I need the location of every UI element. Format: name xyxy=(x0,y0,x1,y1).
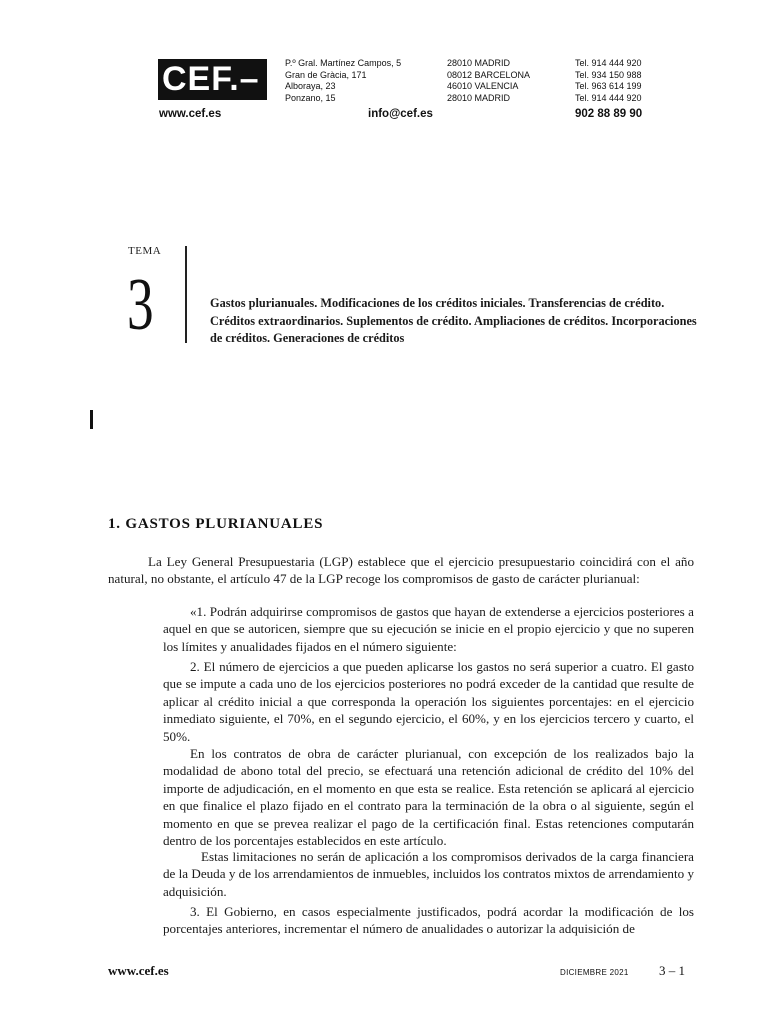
address-streets xyxy=(285,58,401,104)
margin-marker xyxy=(90,410,93,429)
address-city: 08012 BARCELONA xyxy=(447,69,531,80)
header-main-phone: 902 88 89 90 xyxy=(575,108,643,120)
footer-date: DICIEMBRE 2021 xyxy=(560,968,629,977)
address-cities xyxy=(447,58,530,104)
tema-divider xyxy=(185,246,187,343)
address-street: Alboraya, 23 xyxy=(285,81,336,91)
quote-paragraph: «1. Podrán adquirirse compromisos de gastos que hayan de extenderse a ejercicios posteriores a aquel en que se autoricen, siempre que su ejecución se inicie en el propio ejercicio y que no superen los límites y anualidades fijados en el número siguiente: xyxy=(163,604,694,654)
address-street: Ponzano, 15 xyxy=(285,92,336,103)
quote-paragraph: 2. El número de ejercicios a que pueden aplicarse los gastos no será superior a cuatro. El gasto que se impute a cada uno de los ejercicios posteriores no podrá exceder de la cantidad que resulte de aplicar al crédito inicial a que corresponda la operación los siguientes porcentajes: en el ejercicio inmediato siguiente, el 70%, en el segundo ejercicio, el 60%, y en los ejercicios tercero y cuarto, el 50%. xyxy=(163,659,694,744)
intro-paragraph: La Ley General Presupuestaria (LGP) establece que el ejercicio presupuestario coincidirá con el año natural, no obstante, el artículo 47 de la LGP recoge los compromisos de gasto de carácter plurianual: xyxy=(108,554,694,587)
address-city: 46010 VALENCIA xyxy=(447,81,519,91)
header-email-link[interactable]: info@cef.es xyxy=(368,108,433,120)
quote-paragraph: 3. El Gobierno, en casos especialmente justificados, podrá acordar la modificación de los porcentajes anteriores, incrementar el número de anualidades o autorizar la adquisición de xyxy=(163,904,694,937)
address-phones xyxy=(575,58,642,104)
address-phone: Tel. 914 444 920 xyxy=(575,92,642,103)
address-street: P.º Gral. Martínez Campos, 5 xyxy=(285,58,402,68)
address-street: Gran de Gràcia, 171 xyxy=(285,69,367,80)
header-website-link[interactable]: www.cef.es xyxy=(159,108,222,120)
address-phone: Tel. 963 614 199 xyxy=(575,81,642,91)
tema-title: Gastos plurianuales. Modificaciones de los créditos iniciales. Transferencias de crédito. Créditos extraordinarios. Suplementos de crédito. Ampliaciones de créditos. Incorporaciones de créditos. Generaciones de créditos xyxy=(210,296,697,345)
page-number: 3 – 1 xyxy=(659,963,685,978)
address-phone: Tel. 934 150 988 xyxy=(575,69,642,80)
footer-website-link[interactable]: www.cef.es xyxy=(108,963,169,978)
address-city: 28010 MADRID xyxy=(447,58,511,68)
address-phone: Tel. 914 444 920 xyxy=(575,58,642,68)
address-city: 28010 MADRID xyxy=(447,92,511,103)
cef-logo: CEF.– xyxy=(158,59,267,100)
quote-paragraph: En los contratos de obra de carácter plurianual, con excepción de los realizados bajo la modalidad de abono total del precio, se efectuará una retención adicional de crédito del 10% del importe de adjudicación, en el momento en que esta se realice. Esta retención se aplicará al ejercicio en que finalice el plazo fijado en el contrato para la terminación de la obra o al siguiente, según el momento en que se prevea realizar el pago de la certificación final. Estas retenciones computarán dentro de los porcentajes establecidos en este artículo. xyxy=(163,746,694,849)
tema-label: TEMA xyxy=(128,245,162,257)
tema-number: 3 xyxy=(127,264,154,346)
quote-paragraph: Estas limitaciones no serán de aplicación a los compromisos derivados de la carga financiera de la Deuda y de los arrendamientos de inmuebles, incluidos los contratos mixtos de arrendamiento y adquisición. xyxy=(163,849,694,899)
section-title: 1. GASTOS PLURIANUALES xyxy=(108,516,324,532)
